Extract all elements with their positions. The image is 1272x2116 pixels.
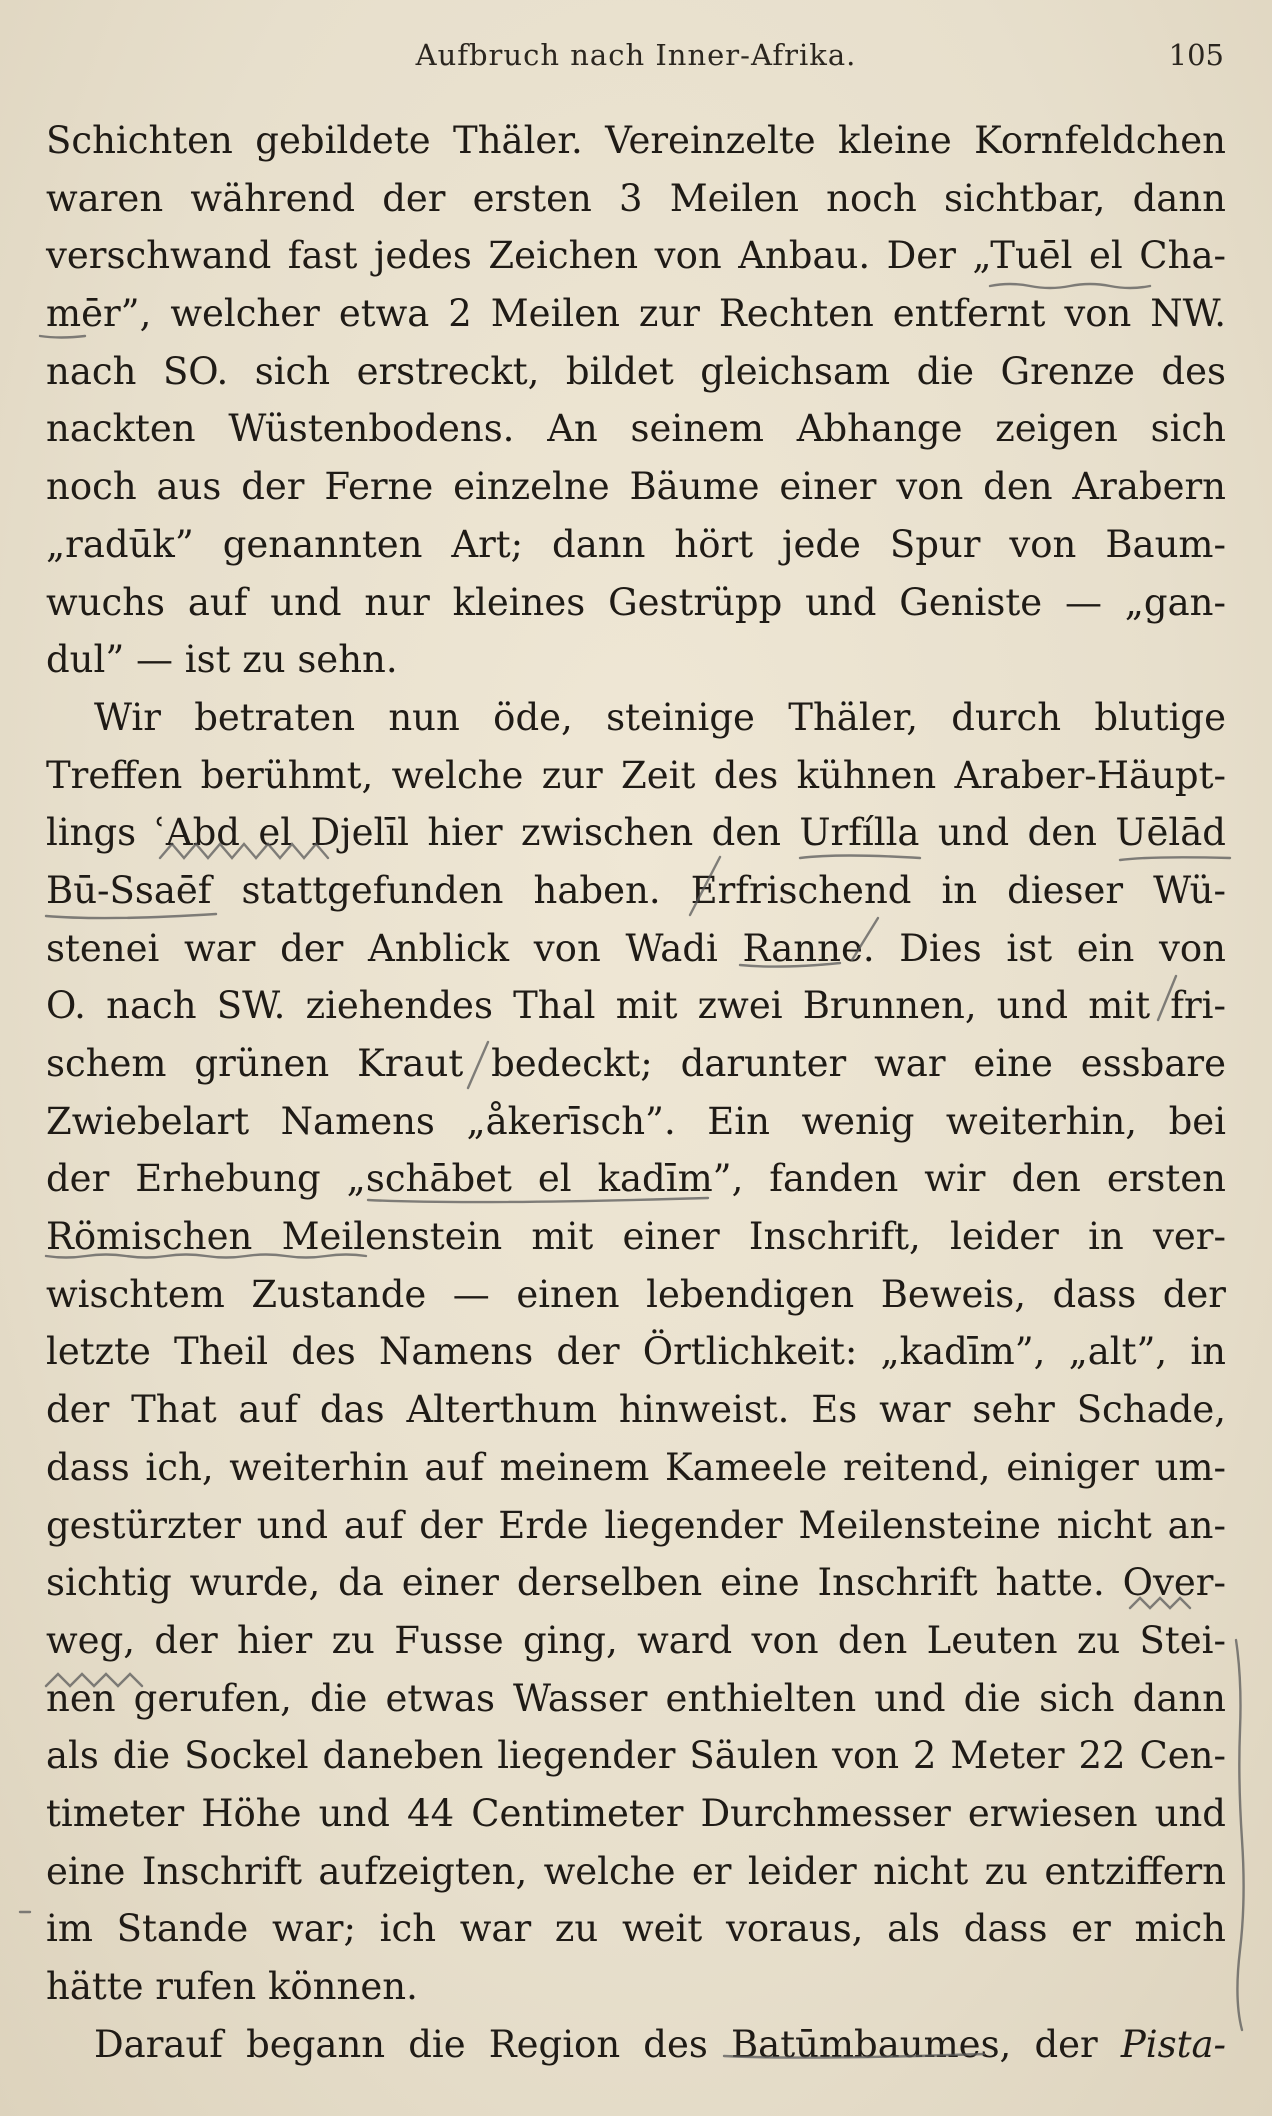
text-line: lings ʿAbd el Djelīl hier zwischen den Urfílla und den Uēlād bbox=[46, 811, 1226, 855]
running-title: Aufbruch nach Inner-Afrika. bbox=[415, 38, 857, 72]
text-line: timeter Höhe und 44 Centimeter Durchmesser erwiesen und bbox=[46, 1791, 1226, 1835]
text-line: mēr”, welcher etwa 2 Meilen zur Rechten entfernt von NW. bbox=[46, 292, 1226, 336]
text-line: der That auf das Alterthum hinweist. Es war sehr Schade, bbox=[46, 1388, 1226, 1432]
text-line: O. nach SW. ziehendes Thal mit zwei Brunnen, und mit fri- bbox=[46, 984, 1226, 1028]
page-header bbox=[0, 34, 1272, 74]
text-line: sichtig wurde, da einer derselben eine Inschrift hatte. Over- bbox=[46, 1561, 1226, 1605]
text-line: im Stande war; ich war zu weit voraus, als dass er mich bbox=[46, 1907, 1226, 1951]
text-line: hätte rufen können. bbox=[46, 1965, 418, 2008]
text-line: als die Sockel daneben liegender Säulen von 2 Meter 22 Cen- bbox=[46, 1734, 1226, 1778]
text-line: „radūk” genannten Art; dann hört jede Spur von Baum- bbox=[46, 522, 1226, 566]
text-line bbox=[46, 2016, 1226, 2074]
text-line: wischtem Zustande — einen lebendigen Beweis, dass der bbox=[46, 1272, 1226, 1316]
body-text bbox=[46, 112, 1226, 2073]
text-line: eine Inschrift aufzeigten, welche er leider nicht zu entziffern bbox=[46, 1849, 1226, 1893]
text-line: Wir betraten nun öde, steinige Thäler, durch blutige bbox=[94, 695, 1226, 739]
text-line: wuchs auf und nur kleines Gestrüpp und Geniste — „gan- bbox=[46, 580, 1226, 624]
text-line: nackten Wüstenbodens. An seinem Abhange zeigen sich bbox=[46, 407, 1226, 451]
paragraph bbox=[46, 2016, 1226, 2074]
text-line: waren während der ersten 3 Meilen noch sichtbar, dann bbox=[46, 176, 1226, 220]
text-line: Bū-Ssaēf stattgefunden haben. Erfrischend in dieser Wü- bbox=[46, 868, 1226, 912]
text-line: nen gerufen, die etwas Wasser enthielten und die sich dann bbox=[46, 1676, 1226, 1720]
text-line: Römischen Meilenstein mit einer Inschrift, leider in ver- bbox=[46, 1215, 1226, 1259]
text-line: der Erhebung „schābet el kadīm”, fanden wir den ersten bbox=[46, 1157, 1226, 1201]
text-segment: Darauf begann die Region des Batūmbaumes, der bbox=[94, 2022, 1098, 2066]
text-line: verschwand fast jedes Zeichen von Anbau. Der „Tuēl el Cha- bbox=[46, 234, 1226, 278]
pencil-margin-line bbox=[1236, 1640, 1244, 2030]
text-line: dass ich, weiterhin auf meinem Kameele reitend, einiger um- bbox=[46, 1445, 1226, 1489]
text-line: weg, der hier zu Fusse ging, ward von den Leuten zu Stei- bbox=[46, 1618, 1226, 1662]
text-line: letzte Theil des Namens der Örtlichkeit: „kadīm”, „alt”, in bbox=[46, 1330, 1226, 1374]
text-line: dul” — ist zu sehn. bbox=[46, 638, 398, 682]
text-line: Zwiebelart Namens „åkerīsch”. Ein wenig weiterhin, bei bbox=[46, 1099, 1226, 1143]
text-line: noch aus der Ferne einzelne Bäume einer von den Arabern bbox=[46, 465, 1226, 509]
italic-word: Pista- bbox=[1120, 2022, 1227, 2066]
page-number: 105 bbox=[1168, 38, 1224, 72]
paragraph bbox=[46, 112, 1226, 689]
text-line: Treffen berühmt, welche zur Zeit des kühnen Araber-Häupt- bbox=[46, 753, 1226, 797]
paragraph bbox=[46, 689, 1226, 2016]
text-line: Schichten gebildete Thäler. Vereinzelte kleine Kornfeldchen bbox=[46, 119, 1226, 162]
text-line: nach SO. sich erstreckt, bildet gleichsam die Grenze des bbox=[46, 349, 1226, 393]
text-line: gestürzter und auf der Erde liegender Meilensteine nicht an- bbox=[46, 1503, 1226, 1547]
text-line: schem grünen Kraut bedeckt; darunter war eine essbare bbox=[46, 1042, 1226, 1085]
text-line: stenei war der Anblick von Wadi Ranne. Dies ist ein von bbox=[46, 926, 1226, 970]
